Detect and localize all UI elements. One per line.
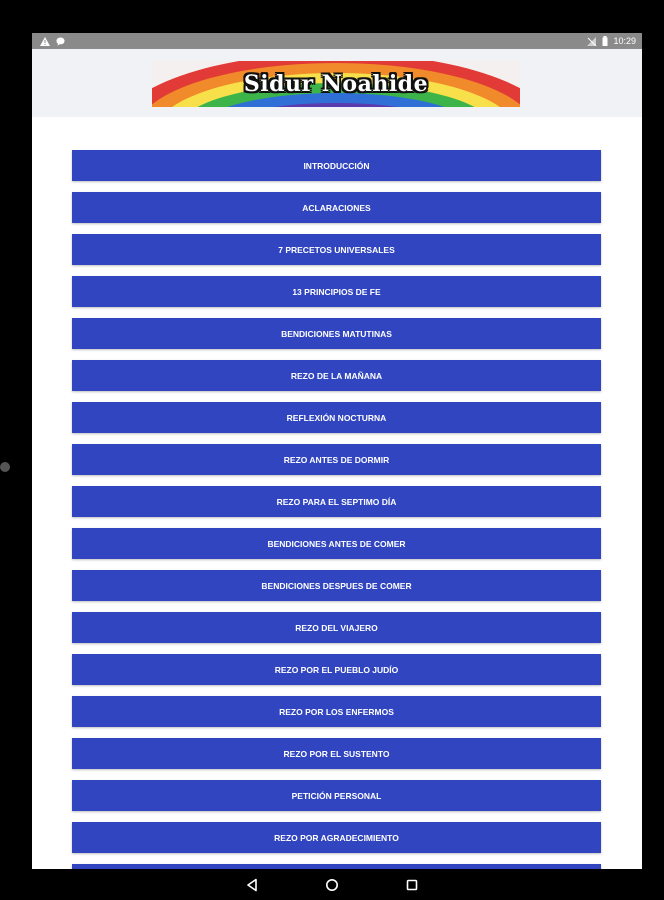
menu-button-13-principios[interactable]: 13 PRINCIPIOS DE FE xyxy=(72,276,601,307)
side-camera-dot xyxy=(0,462,10,472)
signal-off-icon xyxy=(587,37,597,46)
navigation-bar xyxy=(0,869,664,900)
warning-icon xyxy=(40,37,50,46)
home-icon[interactable] xyxy=(323,876,341,894)
menu-button-rezo-manana[interactable]: REZO DE LA MAÑANA xyxy=(72,360,601,391)
menu-button-rezo-viajero[interactable]: REZO DEL VIAJERO xyxy=(72,612,601,643)
back-icon[interactable] xyxy=(243,876,261,894)
app-screen xyxy=(32,33,642,869)
menu-button-bendiciones-matutinas[interactable]: BENDICIONES MATUTINAS xyxy=(72,318,601,349)
app-header xyxy=(32,49,642,117)
menu-button-introduccion[interactable]: INTRODUCCIÓN xyxy=(72,150,601,181)
banner-title: Sidur Noahide xyxy=(243,71,429,97)
menu-button-aclaraciones[interactable]: ACLARACIONES xyxy=(72,192,601,223)
menu-button-rezo-pueblo-judio[interactable]: REZO POR EL PUEBLO JUDÍO xyxy=(72,654,601,685)
status-bar xyxy=(32,33,642,49)
menu-button-rezo-septimo-dia[interactable]: REZO PARA EL SEPTIMO DÍA xyxy=(72,486,601,517)
menu-button-7-preceptos[interactable]: 7 PRECETOS UNIVERSALES xyxy=(72,234,601,265)
menu-button-bendiciones-antes-comer[interactable]: BENDICIONES ANTES DE COMER xyxy=(72,528,601,559)
sidur-noahide-banner xyxy=(152,61,520,107)
menu-button-rezo-antes-dormir[interactable]: REZO ANTES DE DORMIR xyxy=(72,444,601,475)
menu-button-rezo-agradecimiento[interactable]: REZO POR AGRADECIMIENTO xyxy=(72,822,601,853)
menu-button-rezo-enfermos[interactable]: REZO POR LOS ENFERMOS xyxy=(72,696,601,727)
menu-button-reflexion-nocturna[interactable]: REFLEXIÓN NOCTURNA xyxy=(72,402,601,433)
menu-list xyxy=(72,150,601,869)
battery-icon xyxy=(602,36,608,46)
chat-icon xyxy=(56,37,65,46)
menu-button-rezo-sustento[interactable]: REZO POR EL SUSTENTO xyxy=(72,738,601,769)
menu-button-bendiciones-despues-comer[interactable]: BENDICIONES DESPUES DE COMER xyxy=(72,570,601,601)
recents-icon[interactable] xyxy=(403,876,421,894)
menu-button-peticion-personal[interactable]: PETICIÓN PERSONAL xyxy=(72,780,601,811)
status-time: 10:29 xyxy=(613,36,636,46)
